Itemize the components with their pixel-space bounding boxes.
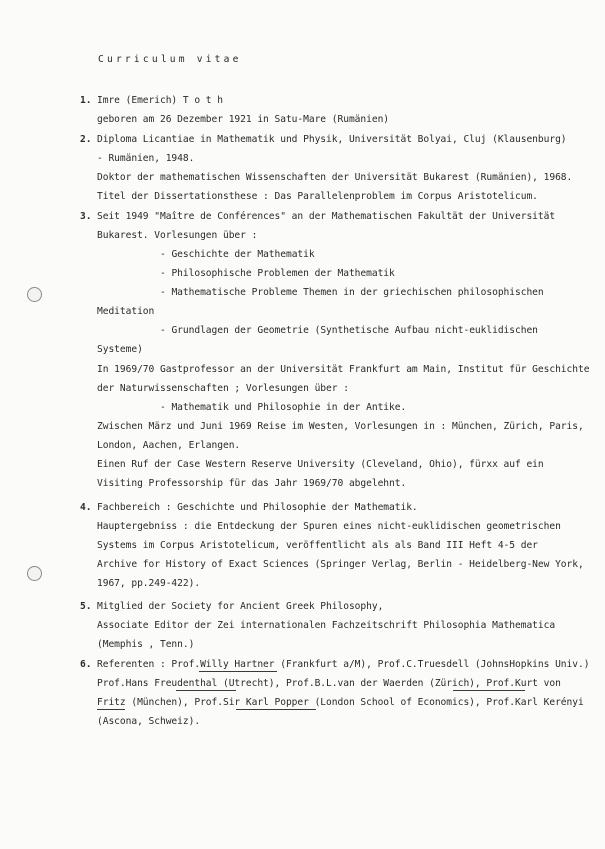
section-5-line: Associate Editor der Zei internationalen Fachzeitschrift Philosophia Mathematica <box>97 620 556 631</box>
punch-hole-top <box>27 287 42 302</box>
underline-mark <box>97 709 125 710</box>
section-3-line: Zwischen März und Juni 1969 Reise im Westen, Vorlesungen in : München, Zürich, Paris, <box>97 421 584 432</box>
section-5-number: 5. <box>80 601 92 612</box>
section-4-line: Archive for History of Exact Sciences (Springer Verlag, Berlin - Heidelberg-New York, <box>97 559 584 570</box>
section-5-line: (Memphis , Tenn.) <box>97 639 195 650</box>
section-1-number: 1. <box>80 95 92 106</box>
section-3-line: - Mathematische Probleme Themen in der griechischen philosophischen <box>160 287 544 298</box>
section-3-line: Systeme) <box>97 344 143 355</box>
section-4-number: 4. <box>80 502 92 513</box>
section-4-line: Fachbereich : Geschichte und Philosophie der Mathematik. <box>97 502 418 513</box>
section-3-line: - Grundlagen der Geometrie (Synthetische Aufbau nicht-euklidischen <box>160 325 538 336</box>
section-2-number: 2. <box>80 134 92 145</box>
underline-mark <box>453 690 525 691</box>
section-3-line: - Geschichte der Mathematik <box>160 249 315 260</box>
section-3-line: In 1969/70 Gastprofessor an der Universität Frankfurt am Main, Institut für Geschichte <box>97 364 590 375</box>
section-3-line: Seit 1949 "Maître de Conférences" an der Mathematischen Fakultät der Universität <box>97 211 556 222</box>
section-6-line: Fritz (München), Prof.Sir Karl Popper (London School of Economics), Prof.Karl Kerényi <box>97 697 584 708</box>
section-2-line: Titel der Dissertationsthese : Das Parallelenproblem im Corpus Aristotelicum. <box>97 191 538 202</box>
section-3-line: Bukarest. Vorlesungen über : <box>97 230 258 241</box>
section-4-line: 1967, pp.249-422). <box>97 578 201 589</box>
section-4-line: Hauptergebniss : die Entdeckung der Spuren eines nicht-euklidischen geometrischen <box>97 521 561 532</box>
section-3-line: London, Aachen, Erlangen. <box>97 440 241 451</box>
section-6-line: Prof.Hans Freudenthal (Utrecht), Prof.B.L.van der Waerden (Zürich), Prof.Kurt von <box>97 678 561 689</box>
section-2-line: Doktor der mathematischen Wissenschaften der Universität Bukarest (Rumänien), 1968. <box>97 172 573 183</box>
section-3-line: Einen Ruf der Case Western Reserve University (Cleveland, Ohio), fürxx auf ein <box>97 459 544 470</box>
section-3-line: - Philosophische Problemen der Mathematik <box>160 268 395 279</box>
section-6-line: (Ascona, Schweiz). <box>97 716 201 727</box>
document-title: Curriculum vitae <box>98 54 242 65</box>
section-3-line: Meditation <box>97 306 155 317</box>
section-6-number: 6. <box>80 659 92 670</box>
section-1-line: Imre (Emerich) T o t h <box>97 95 223 106</box>
section-3-line: Visiting Professorship für das Jahr 1969/70 abgelehnt. <box>97 478 407 489</box>
section-3-number: 3. <box>80 211 92 222</box>
section-5-line: Mitglied der Society for Ancient Greek Philosophy, <box>97 601 384 612</box>
section-4-line: Systems im Corpus Aristotelicum, veröffentlicht als als Band III Heft 4-5 der <box>97 540 538 551</box>
underline-mark <box>199 671 277 672</box>
section-2-line: Diploma Licantiae in Mathematik und Physik, Universität Bolyai, Cluj (Klausenburg) <box>97 134 567 145</box>
section-1-line: geboren am 26 Dezember 1921 in Satu-Mare (Rumänien) <box>97 114 390 125</box>
punch-hole-bottom <box>27 566 42 581</box>
underline-mark <box>236 709 316 710</box>
underline-mark <box>176 690 236 691</box>
section-2-line: - Rumänien, 1948. <box>97 153 195 164</box>
section-3-line: der Naturwissenschaften ; Vorlesungen über : <box>97 383 349 394</box>
section-3-line: - Mathematik und Philosophie in der Antike. <box>160 402 407 413</box>
section-6-line: Referenten : Prof.Willy Hartner (Frankfurt a/M), Prof.C.Truesdell (JohnsHopkins Univ.) <box>97 659 590 670</box>
